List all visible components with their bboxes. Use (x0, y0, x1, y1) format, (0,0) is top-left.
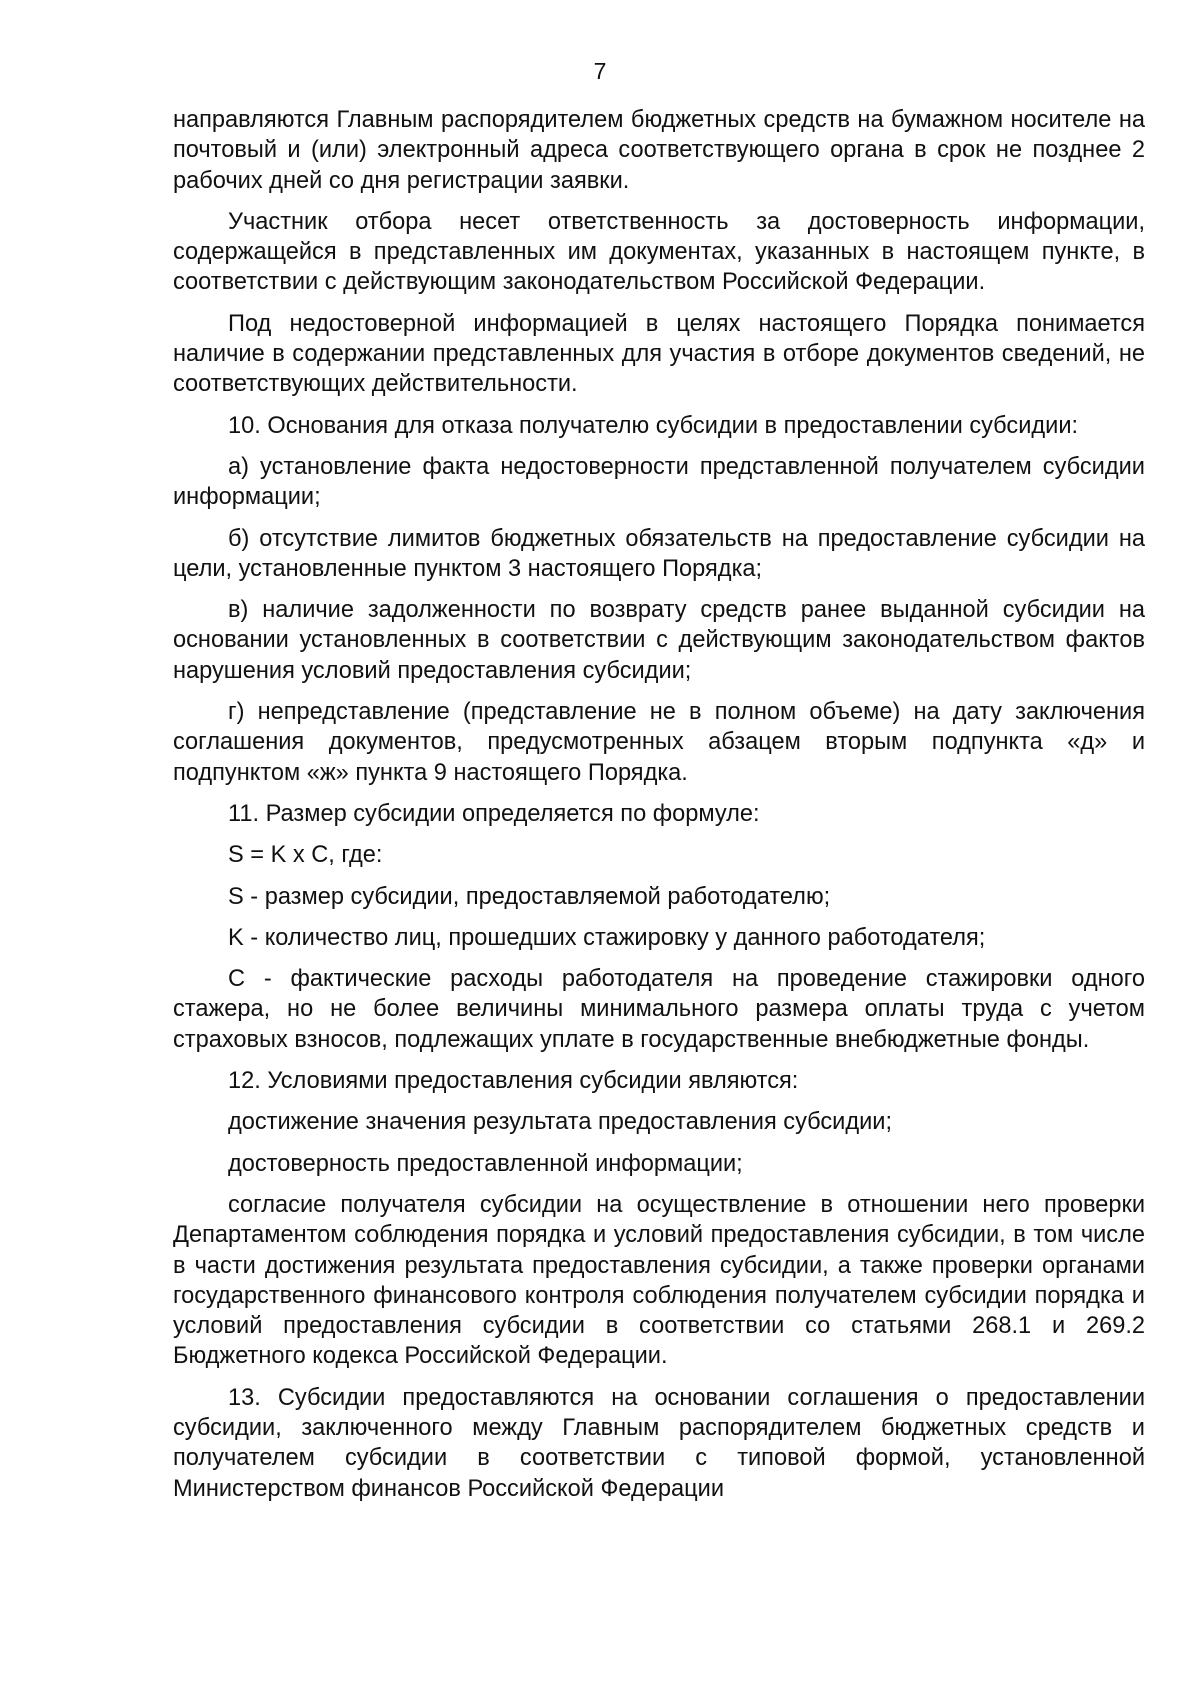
formula-var-k: K - количество лиц, прошедших стажировку у данного работодателя; (228, 924, 986, 951)
page-number: 7 (593, 58, 607, 84)
paragraph-12-conditions: 12. Условиями предоставления субсидии являются: (228, 1068, 799, 1095)
formula-var-c: C - фактические расходы работодателя на проведение стажировки одного стажера, но не более величины минимального размера оплаты труда с учетом страховых взносов, подлежащих уплате в государственные внебюджетные фонды. (173, 966, 1145, 1053)
paragraph-10-refusal-grounds: 10. Основания для отказа получателю субсидии в предоставлении субсидии: (228, 412, 1079, 439)
list-item-v: в) наличие задолженности по возврату средств ранее выданной субсидии на основании установленных в соответствии с действующим законодательством фактов нарушения условий предоставления субсидии; (173, 597, 1145, 684)
paragraph-13-agreement: 13. Субсидии предоставляются на основании соглашения о предоставлении субсидии, заключенного между Главным распорядителем бюджетных средств и получателем субсидии в соответствии с типовой формой, установленной Министерством финансов Российской Федерации (173, 1384, 1145, 1502)
paragraph-unreliable-info: Под недостоверной информацией в целях настоящего Порядка понимается наличие в содержании представленных для участия в отборе документов сведений, не соответствующих действительности. (173, 310, 1145, 398)
paragraph-11-subsidy-size: 11. Размер субсидии определяется по формуле: (228, 800, 760, 827)
list-item-a: а) установление факта недостоверности представленной получателем субсидии информации; (173, 453, 1145, 511)
paragraph-continuation: направляются Главным распорядителем бюджетных средств на бумажном носителе на почтовый и (или) электронный адреса соответствующего органа в срок не позднее 2 рабочих дней со дня регистрации заявки. (173, 107, 1145, 194)
condition-reliability: достоверность предоставленной информации; (228, 1150, 743, 1177)
list-item-g: г) непредставление (представление не в полном объеме) на дату заключения соглашения документов, предусмотренных абзацем вторым подпункта «д» и подпунктом «ж» пункта 9 настоящего Порядка. (173, 699, 1145, 786)
formula: S = K x C, где: (228, 842, 383, 869)
list-item-b: б) отсутствие лимитов бюджетных обязательств на предоставление субсидии на цели, установленные пунктом 3 настоящего Порядка; (173, 525, 1145, 582)
paragraph-participant-responsibility: Участник отбора несет ответственность за достоверность информации, содержащейся в представленных им документах, указанных в настоящем пункте, в соответствии с действующим законодательством Российской Федерации. (173, 208, 1145, 296)
formula-var-s: S - размер субсидии, предоставляемой работодателю; (228, 883, 831, 910)
document-body (173, 105, 1145, 1515)
condition-consent: согласие получателя субсидии на осуществление в отношении него проверки Департаментом соблюдения порядка и условий предоставления субсидии, в том числе в части достижения результата предоставления субсидии, а также проверки органами государственного финансового контроля соблюдения получателем субсидии порядка и условий предоставления субсидии в соответствии со статьями 268.1 и 269.2 Бюджетного кодекса Российской Федерации. (173, 1191, 1145, 1370)
condition-result: достижение значения результата предоставления субсидии; (228, 1109, 893, 1136)
